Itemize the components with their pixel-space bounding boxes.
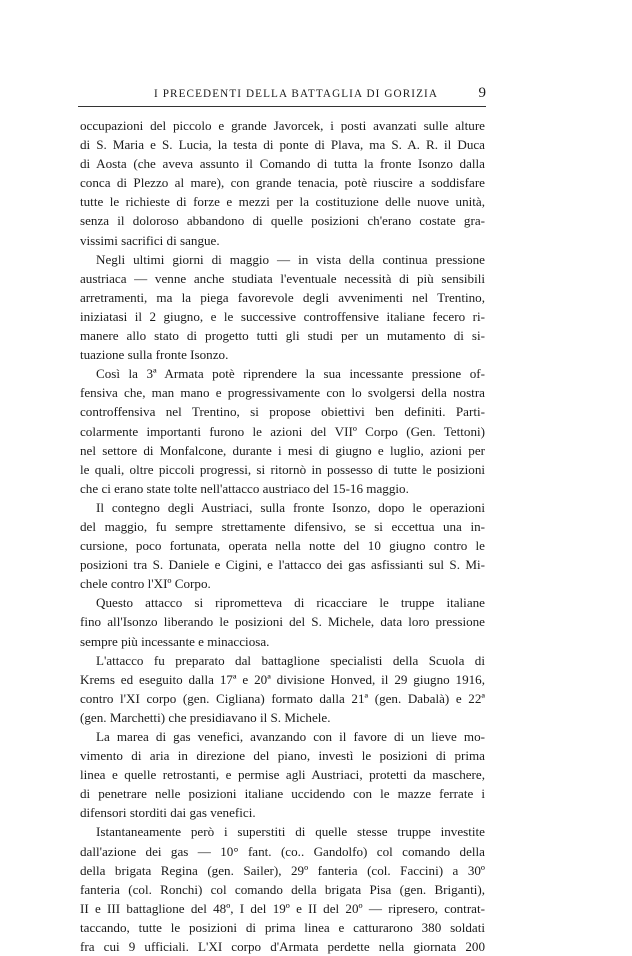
running-title: I PRECEDENTI DELLA BATTAGLIA DI GORIZIA [154,88,439,100]
text-line: della brigata Regina (gen. Sailer), 29º fanteria (col. Faccini) a 30º [80,862,485,878]
text-line: di Aosta (che aveva assunto il Comando di tutta la fronte Isonzo dalla [80,156,485,172]
paragraph-4 [80,498,485,593]
text-line: arretramenti, ma la piega favorevole degli avvenimenti nel Trentino, [80,289,485,305]
text-line: conca di Plezzo al mare), con grande tenacia, potè riuscire a soddisfare [80,175,485,191]
text-line: dall'azione dei gas — 10° fant. (co.. Gandolfo) col comando della [80,843,485,859]
header-rule [78,106,486,107]
text-line: iniziatasi il 2 giugno, e le successive controffensive italiane fecero ri- [80,308,485,324]
paragraph-7 [80,727,485,822]
text-line: fra cui 9 ufficiali. L'XI corpo d'Armata perdette nella giornata 200 [80,939,485,955]
text-line: nel settore di Monfalcone, durante i mesi di giugno e luglio, azioni per [80,442,485,458]
text-line: Krems ed eseguito dalla 17ª e 20ª divisione Honved, il 29 giugno 1916, [80,671,485,687]
text-line: La marea di gas venefici, avanzando con il favore di un lieve mo- [96,729,485,744]
body-text [80,116,485,956]
text-line: occupazioni del piccolo e grande Javorcek, i posti avanzati sulle alture [80,118,485,133]
text-line: fino all'Isonzo liberando le posizioni del S. Michele, data loro pressione [80,614,485,630]
text-line: Questo attacco si riprometteva di ricacciare le truppe italiane [96,595,485,611]
text-line: di penetrare nelle posizioni italiane uccidendo con le mazze ferrate i [80,786,485,802]
text-line: L'attacco fu preparato dal battaglione specialisti della Scuola di [96,652,485,668]
text-line: contro l'XI corpo (gen. Cigliana) formato dalla 21ª (gen. Dabalà) e 22ª [80,690,485,706]
text-line: chele contro l'XIº Corpo. [80,576,211,592]
text-line: di S. Maria e S. Lucia, la testa di ponte di Plava, ma S. A. R. il Duca [80,137,485,153]
text-line: Così la 3ª Armata potè riprendere la sua incessante pressione of- [96,366,485,382]
paragraph-1 [80,116,485,250]
text-line: colarmente importanti furono le azioni del VIIº Corpo (Gen. Tettoni) [80,423,485,439]
text-line: vimento di aria in direzione del piano, investì le posizioni di prima [80,748,485,764]
text-line: austriaca — venne anche studiata l'eventuale necessità di più sensibili [80,270,485,286]
text-line: fensiva che, man mano e progressivamente con lo svolgersi della nostra [80,385,485,401]
text-line: II e III battaglione del 48º, I del 19º e II del 20º — ripresero, contrat- [80,900,485,916]
text-line: del maggio, fu sempre strettamente difensivo, se si eccettua una in- [80,518,485,534]
text-line: Il contegno degli Austriaci, sulla fronte Isonzo, dopo le operazioni [96,499,485,515]
text-line: vissimi sacrifici di sangue. [80,232,220,248]
text-line: che ci erano state tolte nell'attacco austriaco del 15-16 maggio. [80,480,409,496]
text-line: cursione, poco fortunata, operata nella notte del 10 giugno contro le [80,538,485,554]
paragraph-3 [80,364,485,498]
text-line: difensori storditi dai gas venefici. [80,805,256,821]
paragraph-2 [80,250,485,365]
running-head [78,86,486,102]
paragraph-6 [80,651,485,727]
text-line: sempre più incessante e minacciosa. [80,633,270,649]
text-line: controffensiva nel Trentino, si propose obiettivi ben definiti. Parti- [80,404,485,420]
page-number: 9 [478,85,486,101]
text-line: tutte le richieste di forze e mezzi per la costituzione delle nuove unità, [80,194,485,210]
text-line: (gen. Marchetti) che presidiavano il S. Michele. [80,709,331,725]
paragraph-8 [80,822,485,956]
text-line: senza il doloroso abbandono di quelle posizioni ch'erano costate gra- [80,213,485,229]
text-line: taccando, tutte le posizioni di prima linea e catturarono 380 soldati [80,919,485,935]
paragraph-5 [80,593,485,650]
text-line: tuazione sulla fronte Isonzo. [80,347,229,363]
text-line: fanteria (col. Ronchi) col comando della brigata Pisa (gen. Briganti), [80,881,485,897]
text-line: Negli ultimi giorni di maggio — in vista della continua pressione [96,251,485,267]
text-line: posizioni tra S. Daniele e Cigini, e l'attacco dei gas asfissianti sul S. Mi- [80,557,485,573]
text-line: le quali, oltre piccoli progressi, si ritornò in possesso di tutte le posizioni [80,461,485,477]
text-line: linea e quelle retrostanti, e permise agli Austriaci, protetti da maschere, [80,767,485,783]
text-line: manere allo stato di progetto tutti gli studi per un mutamento di si- [80,328,485,344]
text-line: Istantaneamente però i superstiti di quelle stesse truppe investite [96,824,485,840]
